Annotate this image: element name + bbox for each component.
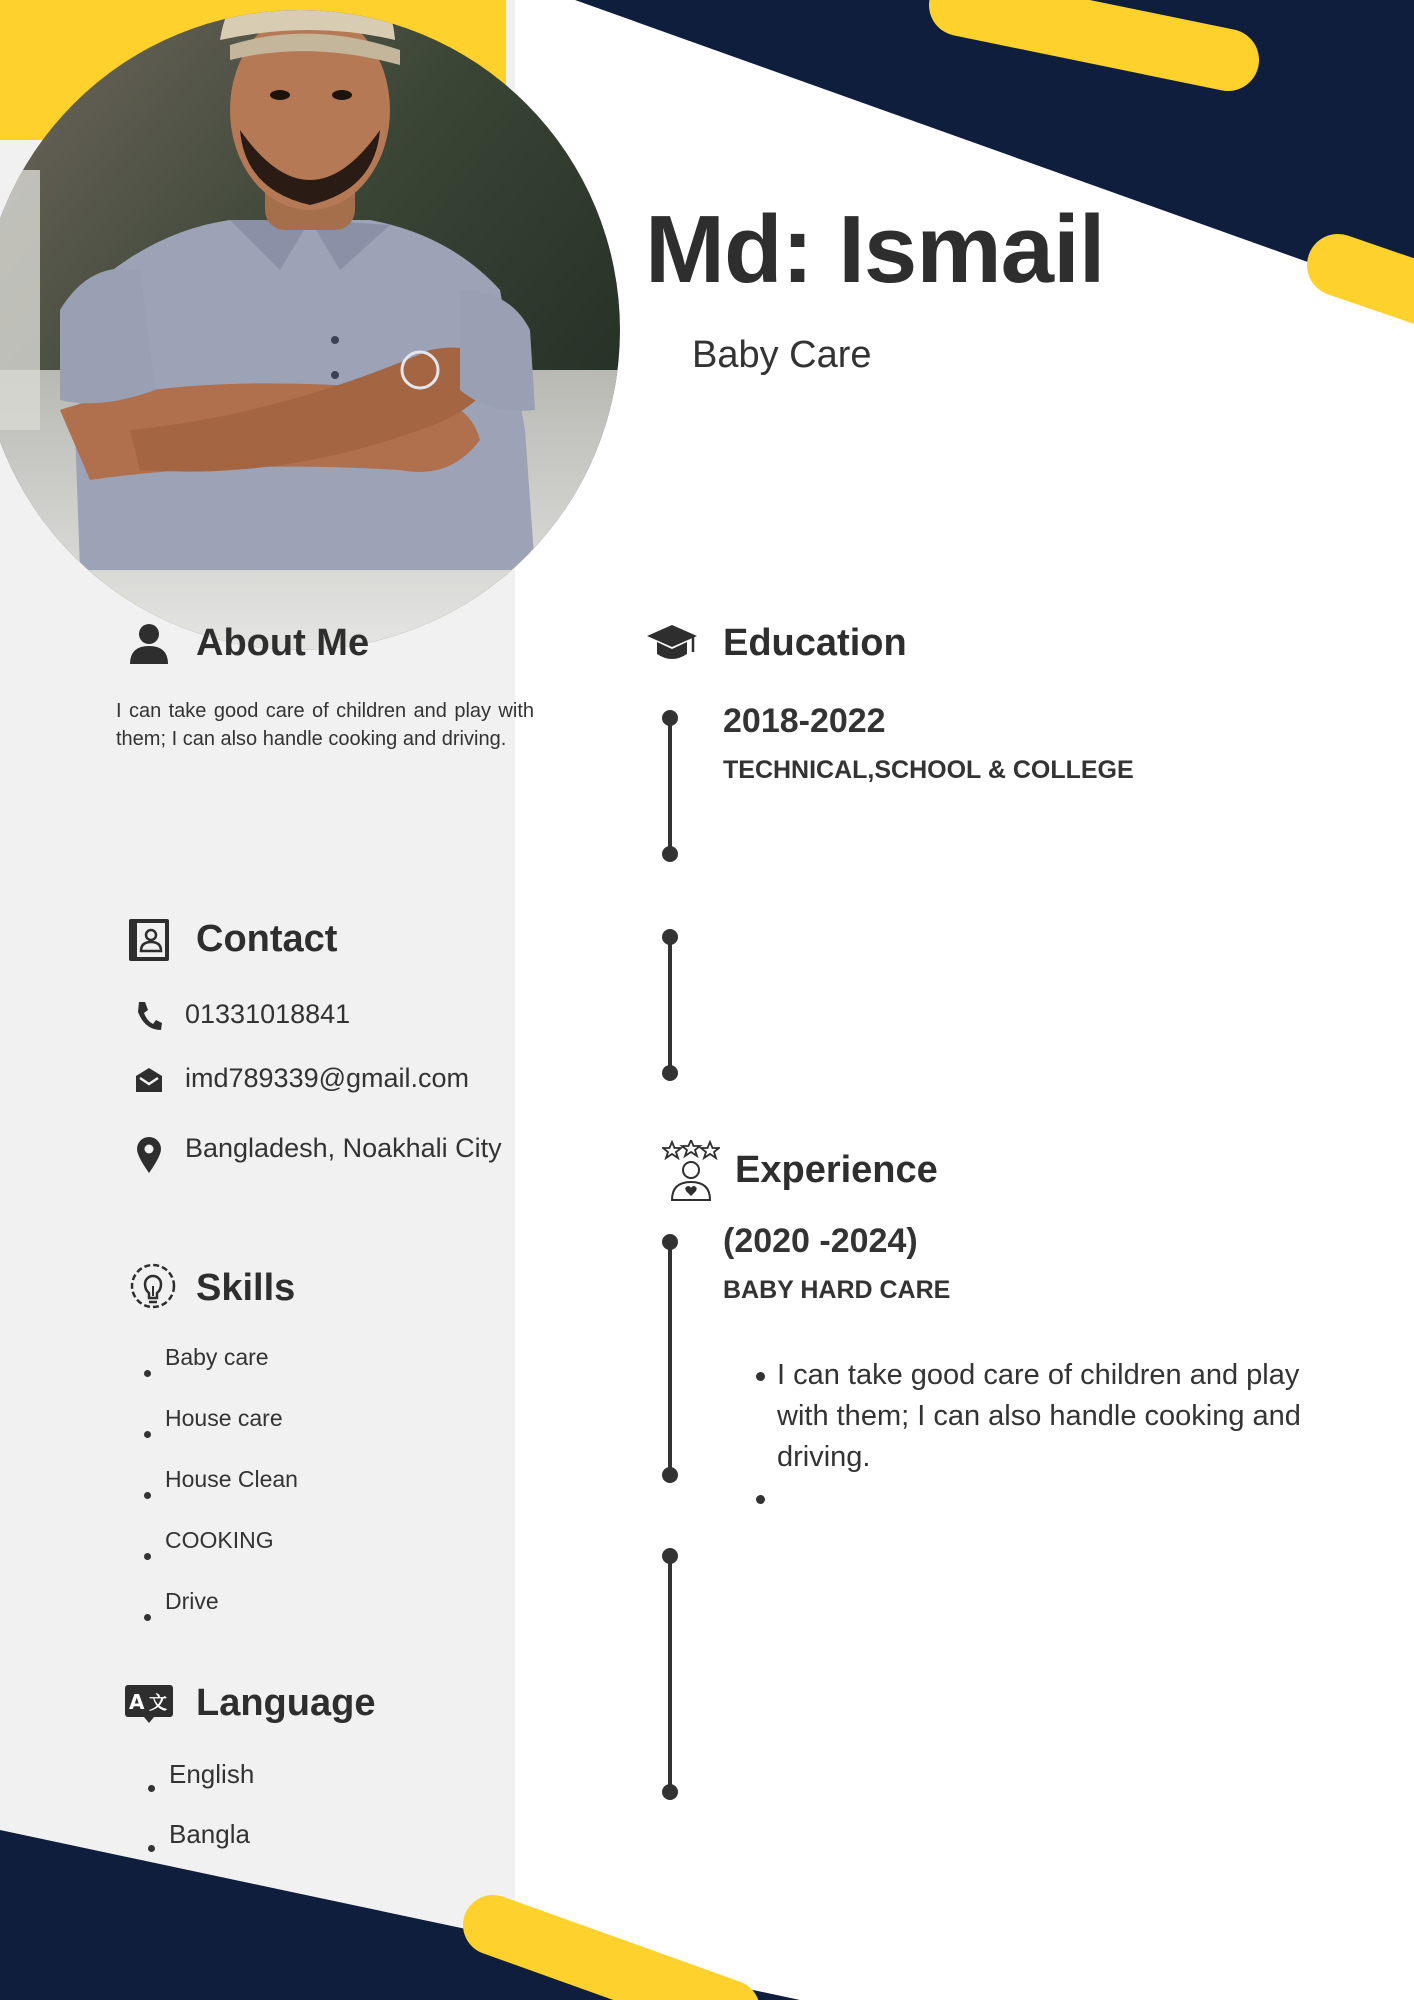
timeline-dot (664, 1786, 676, 1798)
timeline-dot (664, 1469, 676, 1481)
lightbulb-gear-icon (128, 1262, 178, 1312)
experience-role: BABY HARD CARE (723, 1276, 951, 1304)
timeline-dot (664, 712, 676, 724)
experience-years: (2020 -2024) (723, 1222, 918, 1260)
phone-icon (135, 1000, 163, 1032)
list-item: House care (144, 1403, 298, 1464)
list-item: COOKING (144, 1525, 298, 1586)
timeline-dot (664, 931, 676, 943)
list-item: Baby care (144, 1342, 298, 1403)
list-item: Bangla (148, 1818, 254, 1878)
location-pin-icon (136, 1136, 162, 1174)
contact-email[interactable]: imd789339@gmail.com (185, 1063, 470, 1093)
list-item: English (148, 1758, 254, 1818)
timeline-dot (664, 1236, 676, 1248)
list-item (756, 1478, 1316, 1519)
education-title: Education (723, 622, 907, 664)
timeline-dot (664, 1550, 676, 1562)
svg-text:文: 文 (149, 1693, 167, 1714)
svg-text:A: A (129, 1690, 145, 1714)
timeline-dot (664, 1067, 676, 1079)
envelope-icon (134, 1066, 164, 1094)
experience-description-list (756, 1355, 1316, 1519)
timeline-dot (664, 848, 676, 860)
education-school: TECHNICAL,SCHOOL & COLLEGE (723, 756, 1134, 784)
graduation-cap-icon (645, 622, 699, 666)
language-list (148, 1758, 254, 1878)
contact-address: Bangladesh, Noakhali City (185, 1133, 502, 1163)
yellow-pill-right (1338, 265, 1414, 300)
about-title: About Me (196, 622, 370, 664)
person-icon (128, 622, 170, 664)
contact-title: Contact (196, 918, 338, 960)
list-item: Drive (144, 1586, 298, 1647)
education-years: 2018-2022 (723, 702, 886, 740)
translate-icon (124, 1684, 174, 1724)
language-title: Language (196, 1682, 376, 1724)
skills-list (144, 1342, 298, 1647)
contact-phone[interactable]: 01331018841 (185, 999, 351, 1029)
contact-book-icon (128, 917, 170, 963)
list-item: House Clean (144, 1464, 298, 1525)
about-text: I can take good care of children and play with them; I can also handle cooking and driving. (116, 700, 534, 750)
list-item: I can take good care of children and play with them; I can also handle cooking and driving. (756, 1355, 1316, 1478)
candidate-name: Md: Ismail (645, 196, 1105, 303)
experience-title: Experience (735, 1149, 938, 1191)
timeline (655, 700, 685, 1810)
candidate-role: Baby Care (692, 334, 872, 376)
skills-title: Skills (196, 1267, 296, 1309)
profile-photo (0, 0, 620, 670)
